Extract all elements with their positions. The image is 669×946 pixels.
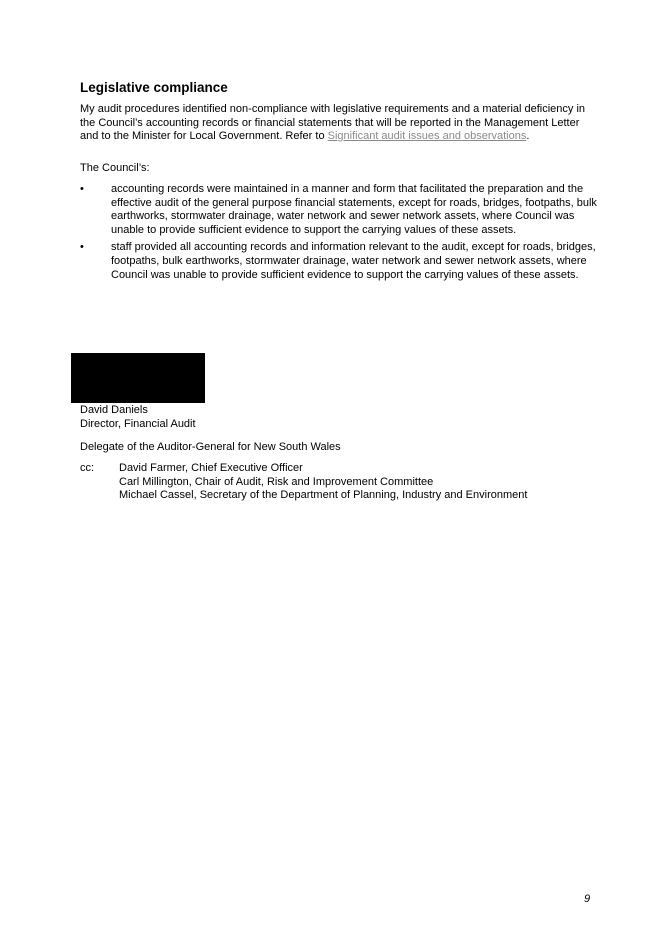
paragraph-end: . (526, 130, 530, 143)
list-item (80, 183, 600, 237)
delegate-line: Delegate of the Auditor-General for New South Wales (80, 441, 341, 453)
cc-recipient: David Farmer, Chief Executive Officer (119, 462, 303, 474)
cc-label: cc: (80, 462, 95, 474)
signatory-title: Director, Financial Audit (80, 417, 196, 430)
paragraph-text: My audit procedures identified non-compliance with legislative requirements and a material deficiency in the Council’s accounting records or financial statements that will be reported in the Management Letter and to the Minister for Local Government. Refer to (80, 103, 586, 143)
cc-list (119, 462, 527, 503)
compliance-paragraph (80, 103, 600, 144)
cc-recipient: Michael Cassel, Secretary of the Department of Planning, Industry and Environment (119, 489, 528, 502)
signatory-block (80, 404, 196, 431)
redacted-signature (71, 353, 205, 403)
significant-issues-link[interactable]: Significant audit issues and observations (327, 130, 527, 143)
intro-text: The Council’s: (80, 162, 150, 174)
section-heading: Legislative compliance (80, 80, 228, 95)
list-item-text: accounting records were maintained in a manner and form that facilitated the preparation and the effective audit of the general purpose financial statements, except for roads, bridges, footpaths, bulk earthworks, stormwater drainage, water network and sewer network assets, where Council was unable to provide sufficient evidence to support the carrying values of these assets. (111, 183, 597, 236)
cc-recipient: Carl Millington, Chair of Audit, Risk and Improvement Committee (119, 475, 434, 488)
page-number: 9 (584, 893, 591, 905)
signatory-name: David Daniels (80, 404, 148, 416)
list-item-text: staff provided all accounting records and information relevant to the audit, except for roads, bridges, footpaths, bulk earthworks, stormwater drainage, water network and sewer network assets, where Council was unable to provide sufficient evidence to support the carrying values of these assets. (111, 241, 596, 281)
bullet-list (80, 183, 600, 286)
bullet-icon: • (80, 241, 84, 254)
bullet-icon: • (80, 183, 84, 195)
list-item (80, 241, 600, 282)
